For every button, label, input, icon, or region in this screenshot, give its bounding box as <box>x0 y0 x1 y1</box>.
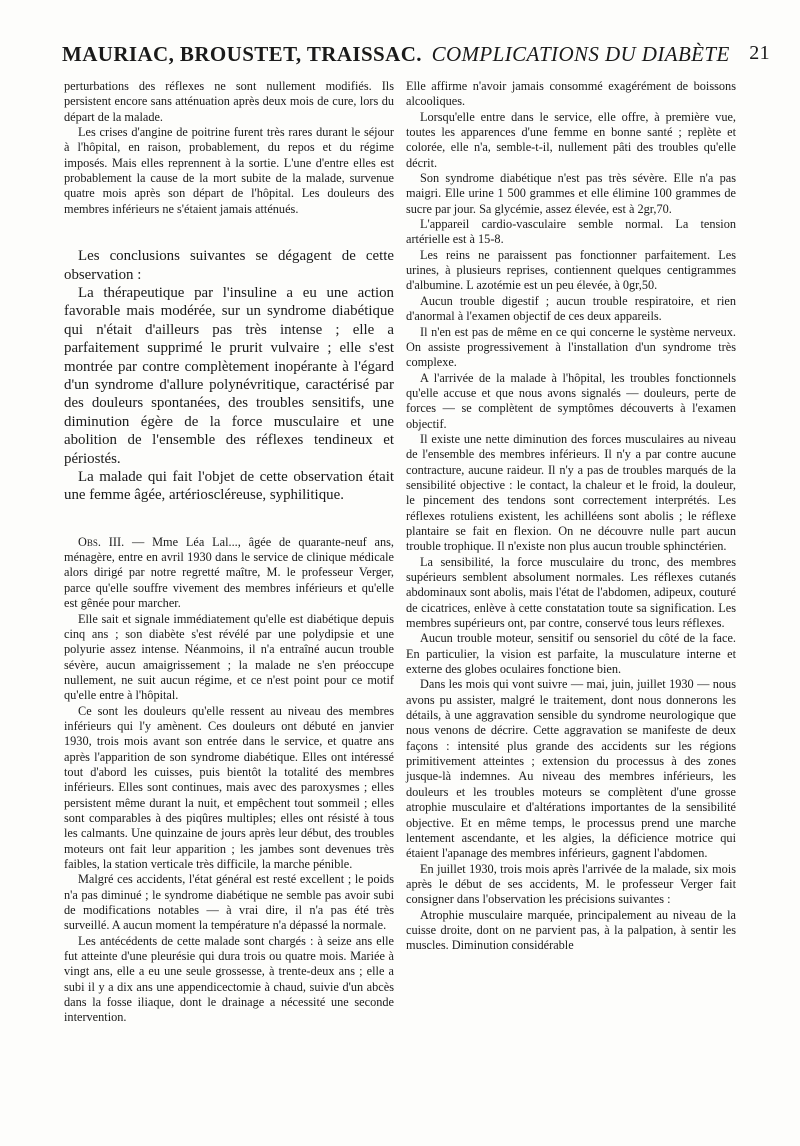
paragraph: Ce sont les douleurs qu'elle ressent au niveau des membres inférieurs qui l'y amènent. Ces douleurs ont débuté en janvier 1930, trois mois avant son entrée dans le service, et quatre ans après l'apparition de son syndrome diabétique. Elles ont intéressé tout d'abord les cuisses, puis bientôt la totalité des membres inférieurs. Elles sont continues, mais avec des paroxysmes ; elles persistent même durant la nuit, et empêchent tout sommeil ; elles sont comparables à des piqûres multiples; elles ont résisté à tous les calmants. Une quinzaine de jours après leur début, des troubles moteurs ont fait leur apparition ; les jambes sont devenues très faibles, la station verticale très difficile, la marche pénible. <box>64 703 394 871</box>
paragraph: Lorsqu'elle entre dans le service, elle offre, à première vue, toutes les apparences d'une femme en bonne santé ; replète et colorée, elle n'a, semble-t-il, nullement pâti des troubles qu'elle décrit. <box>406 109 736 170</box>
paragraph: perturbations des réflexes ne sont nullement modifiés. Ils persistent encore sans atténuation après deux mois de cure, lors du départ de la malade. <box>64 79 394 124</box>
conclusions-paragraph: La thérapeutique par l'insuline a eu une action favorable mais modérée, sur un syndrome diabétique qui n'était d'ailleurs pas très intense ; elle a parfaitement supprimé le prurit vulvaire ; elle s'est montrée par contre complètement inopérante à l'égard d'un syndrome d'allure polynévritique, caractérisé par des douleurs spontanées, des troubles sensitifs, une diminution égère de la force musculaire et une abolition de l'ensemble des réflexes tendineux et périostés. <box>64 284 394 467</box>
paragraph: Les antécédents de cette malade sont chargés : à seize ans elle fut atteinte d'une pleurésie qui dura trois ou quatre mois. Mariée à vingt ans, elle a eu une seule grossesse, à trente-deux ans ; elle a subi il y a dix ans une appendicectomie à chaud, suivie d'un abcès dans la fosse iliaque, dont le drainage a nécessité une seconde intervention. <box>64 933 394 1025</box>
page-number: 21 <box>749 42 770 64</box>
paragraph: Aucun trouble moteur, sensitif ou sensoriel du côté de la face. En particulier, la vision est parfaite, la musculature interne et externe des globes oculaires fonctione bien. <box>406 631 736 677</box>
paragraph: L'appareil cardio-vasculaire semble normal. La tension artérielle est à 15-8. <box>406 217 736 247</box>
header-authors: MAURIAC, BROUSTET, TRAISSAC. <box>62 42 422 66</box>
paragraph: Il existe une nette diminution des forces musculaires au niveau de l'ensemble des membres inférieurs. Il n'y a par contre aucune contracture, aucune raideur. Il n'y a pas de troubles marqués de la sensibilité objective : le contact, la chaleur et le froid, la douleur, le pincement des tendons sont correctement interprétés. Les réflexes rotuliens existent, les achilléens sont abolis ; le réflexe plantaire se fait en flexion. On ne découvre nulle part aucun trouble trophique. Il n'existe non plus aucun trouble sphinctérien. <box>406 431 736 554</box>
right-column <box>406 79 736 954</box>
left-column <box>64 79 394 1026</box>
paragraph: Les crises d'angine de poitrine furent très rares durant le séjour à l'hôpital, en raison, probablement, du repos et du régime imposés. Mais elles reprennent à la sortie. L'une d'entre elles est probablement la cause de la mort subite de la malade, survenue quatre mois après son départ de l'hôpital. Les douleurs des membres inférieurs ne s'étaient jamais atténués. <box>64 125 394 216</box>
header-title: COMPLICATIONS DU DIABÈTE <box>431 42 730 66</box>
paragraph: Les reins ne paraissent pas fonctionner parfaitement. Les urines, à plusieurs reprises, contiennent quelques centigrammes d'albumine. L azotémie est un peu élevée, à 0gr,50. <box>406 247 736 293</box>
observation-paragraph <box>64 535 394 612</box>
observation-label: Obs. III. <box>78 534 125 549</box>
conclusions-intro: Les conclusions suivantes se dégagent de cette observation : <box>64 248 394 283</box>
paragraph: Il n'en est pas de même en ce qui concerne le système nerveux. On assiste progressivement à l'installation d'un syndrome très complexe. <box>406 324 736 370</box>
conclusions-block <box>64 247 394 505</box>
paragraph: Elle sait et signale immédiatement qu'elle est diabétique depuis cinq ans ; son diabète s'est révélé par une polydipsie et une polyurie assez intense. Néanmoins, il n'a entraîné aucun trouble sévère, aucun amaigrissement ; la malade ne s'en préoccupe nullement, ne suit aucun régime, et ce n'est point pour ce motif qu'elle entre à l'hôpital. <box>64 611 394 703</box>
paragraph: En juillet 1930, trois mois après l'arrivée de la malade, six mois après le début de ses accidents, M. le professeur Verger fait consigner dans l'observation les précisions suivantes : <box>406 861 736 907</box>
paragraph: La sensibilité, la force musculaire du tronc, des membres supérieurs semblent absolument normales. Les réflexes cutanés abdominaux sont abolis, mais l'état de l'abdomen, adipeux, couturé de cicatrices, enlève à cette constatation toute sa signification. Les membres supérieurs ont, par contre, conservé tous leurs réflexes. <box>406 554 736 631</box>
paragraph: Malgré ces accidents, l'état général est resté excellent ; le poids n'a pas diminué ; le syndrome diabétique ne semble pas avoir subi de modifications notables — à vrai dire, il n'a pas été très surveillé. A aucun moment la température n'a dépassé la normale. <box>64 872 394 933</box>
conclusions-paragraph: La malade qui fait l'objet de cette observation était une femme âgée, artérioscléreuse, syphilitique. <box>64 468 394 504</box>
observation-text: — Mme Léa Lal..., âgée de quarante-neuf ans, ménagère, entre en avril 1930 dans le service de clinique médicale alors dirigé par notre regretté maître, M. le professeur Verger, parce qu'elle souffre vivement des membres inférieurs et qu'elle est gênée pour marcher. <box>64 534 394 611</box>
paragraph: Son syndrome diabétique n'est pas très sévère. Elle n'a pas maigri. Elle urine 1 500 grammes et elle élimine 100 grammes de sucre par jour. Sa glycémie, assez élevée, est à 2gr,70. <box>406 171 736 216</box>
paragraph: A l'arrivée de la malade à l'hôpital, les troubles fonctionnels qu'elle accuse et que nous avons signalés — douleurs, perte de forces — se complètent de symptômes découverts à l'examen objectif. <box>406 370 736 431</box>
paragraph: Elle affirme n'avoir jamais consommé exagérément de boissons alcooliques. <box>406 79 736 109</box>
paragraph: Atrophie musculaire marquée, principalement au niveau de la cuisse droite, dont on ne parvient pas, à la palpation, à sentir les muscles. Diminution considérable <box>406 907 736 953</box>
paragraph: Aucun trouble digestif ; aucun trouble respiratoire, et rien d'anormal à l'examen objectif de ces deux appareils. <box>406 293 736 324</box>
running-header <box>62 42 770 70</box>
paragraph: Dans les mois qui vont suivre — mai, juin, juillet 1930 — nous avons pu assister, malgré le traitement, dont nous donnerons les détails, à une aggravation sensible du syndrome neurologique que nous venons de décrire. Cette aggravation se manifeste de deux façons : intensité plus grande des accidents sur les régions primitivement atteintes ; extension du processus à des zones jusque-là indemnes. Au niveau des membres inférieurs, les douleurs et les troubles moteurs se complètent d'une grosse atrophie musculaire et d'altérations importantes de la sensibilité objective. Et en même temps, le processus prend une marche lentement ascendante, et les algies, la déficience motrice qui étaient l'apanage des membres inférieurs, gagnent l'abdomen. <box>406 677 736 861</box>
